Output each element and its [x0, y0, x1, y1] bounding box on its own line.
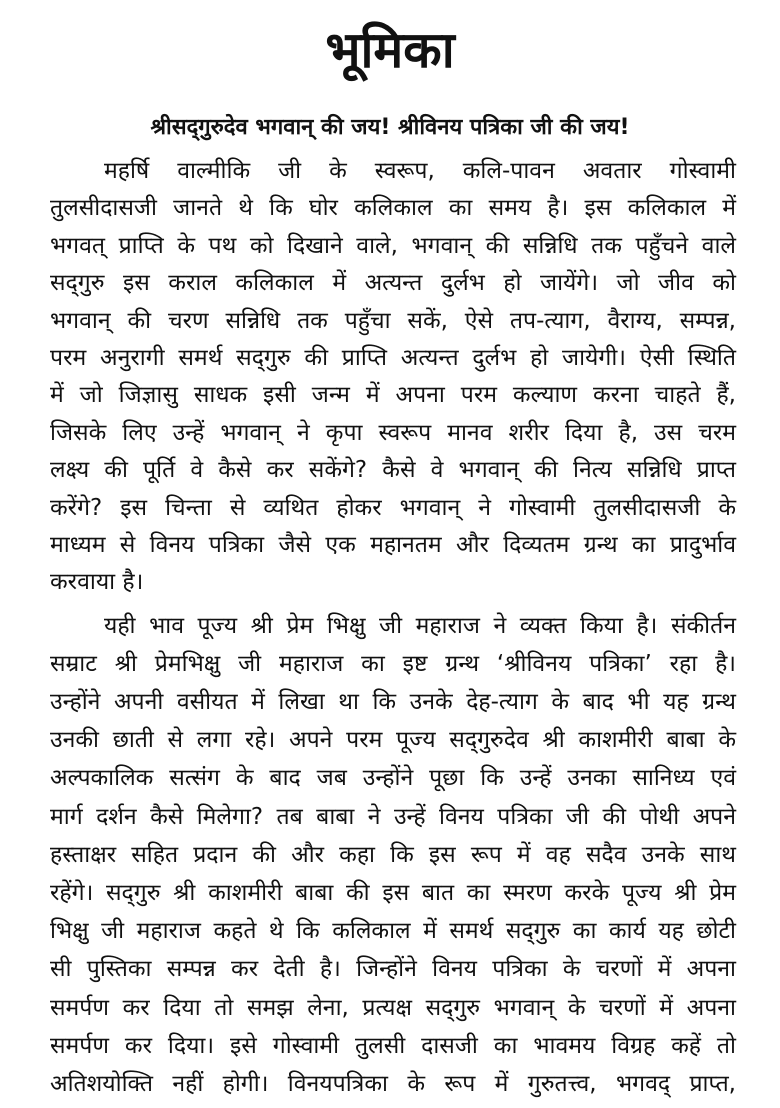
- text-line: यही भाव पूज्य श्री प्रेम भिक्षु जी महाराज ने व्यक्त किया है। संकीर्तन: [104, 612, 736, 639]
- text-line: अल्पकालिक सत्संग के बाद जब उन्होंने पूछा कि उन्हें उनका सानिध्य एवं: [50, 765, 736, 792]
- text-line: सद्‌गुरु इस कराल कलिकाल में अत्यन्त दुर्लभ हो जायेंगे। जो जीव को: [50, 270, 736, 297]
- document-body: [50, 153, 736, 1103]
- text-line: माध्यम से विनय पत्रिका जैसे एक महानतम और दिव्यतम ग्रन्थ का प्रादुर्भाव: [50, 531, 736, 558]
- paragraph-2: [50, 607, 736, 1103]
- text-line: अतिशयोक्ति नहीं होगी। विनयपत्रिका के रूप में गुरुतत्त्व, भगवद्‌ प्राप्त,: [50, 1070, 736, 1097]
- text-line: उन्होंने अपनी वसीयत में लिखा था कि उनके देह-त्याग के बाद भी यह ग्रन्थ: [50, 689, 736, 716]
- text-line: तुलसीदासजी जानते थे कि घोर कलिकाल का समय है। इस कलिकाल में: [50, 195, 736, 222]
- text-line: मार्ग दर्शन कैसे मिलेगा? तब बाबा ने उन्हें विनय पत्रिका जी की पोथी अपने: [50, 803, 736, 830]
- text-line: सम्राट श्री प्रेमभिक्षु जी महाराज का इष्ट ग्रन्थ ‘श्रीविनय पत्रिका’ रहा है।: [50, 650, 736, 677]
- text-line: जिसके लिए उन्हें भगवान्‌ ने कृपा स्वरूप मानव शरीर दिया है, उस चरम: [50, 419, 736, 446]
- text-line: लक्ष्य की पूर्ति वे कैसे कर सकेंगे? कैसे वे भगवान्‌ की नित्य सन्निधि प्राप्त: [50, 457, 736, 484]
- text-line: उनकी छाती से लगा रहे। अपने परम पूज्य सद्‌गुरुदेव श्री काशमीरी बाबा के: [50, 727, 736, 754]
- text-line: में जो जिज्ञासु साधक इसी जन्म में अपना परम कल्याण करना चाहते हैं,: [50, 382, 736, 409]
- text-line: परम अनुरागी समर्थ सद्‌गुरु की प्राप्ति अत्यन्त दुर्लभ हो जायेगी। ऐसी स्थिति: [50, 344, 736, 371]
- text-line: सी पुस्तिका सम्पन्न कर देती है। जिन्होंने विनय पत्रिका के चरणों में अपना: [50, 956, 736, 983]
- text-line: रहेंगे। सद्‌गुरु श्री काशमीरी बाबा की इस बात का स्मरण करके पूज्य श्री प्रेम: [50, 880, 736, 906]
- text-line: भगवत्‌ प्राप्ति के पथ को दिखाने वाले, भगवान्‌ की सन्निधि तक पहुँचने वाले: [50, 232, 736, 259]
- page-subtitle: श्रीसद्‌गुरुदेव भगवान्‌ की जय! श्रीविनय पत्रिका जी की जय!: [150, 115, 630, 140]
- text-line: महर्षि वाल्मीकि जी के स्वरूप, कलि-पावन अवतार गोस्वामी: [104, 158, 736, 184]
- text-line: समर्पण कर दिया तो समझ लेना, प्रत्यक्ष सद्‌गुरु भगवान्‌ के चरणों में अपना: [50, 994, 736, 1021]
- text-line: भगवान्‌ की चरण सन्निधि तक पहुँचा सकें, ऐसे तप-त्याग, वैराग्य, सम्पन्न,: [50, 307, 736, 334]
- text-line: भिक्षु जी महाराज कहते थे कि कलिकाल में समर्थ सद्‌गुरु का कार्य यह छोटी: [50, 918, 736, 945]
- text-line: करेंगे? इस चिन्ता से व्यथित होकर भगवान्‌ ने गोस्वामी तुलसीदासजी के: [50, 494, 736, 521]
- page-title: भूमिका: [325, 21, 455, 79]
- text-line: करवाया है।: [50, 569, 144, 596]
- text-line: समर्पण कर दिया। इसे गोस्वामी तुलसी दासजी का भावमय विग्रह कहें तो: [50, 1032, 736, 1059]
- paragraph-1: [50, 153, 736, 602]
- text-line: हस्ताक्षर सहित प्रदान की और कहा कि इस रूप में वह सदैव उनके साथ: [50, 841, 736, 868]
